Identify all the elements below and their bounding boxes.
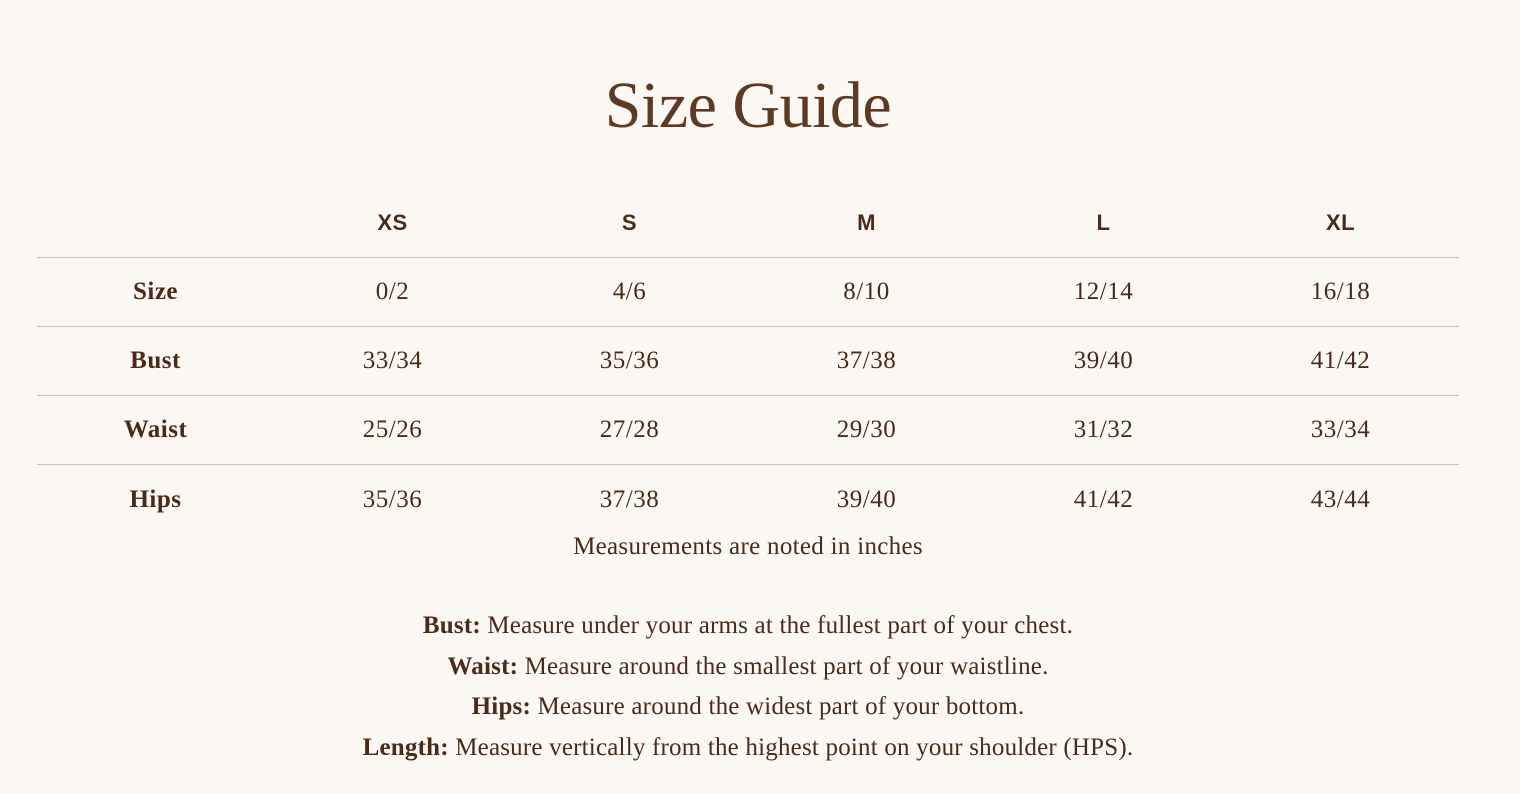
measurement-instructions [0,606,1496,769]
column-header-xl: XL [1325,209,1356,235]
instruction-length [0,728,1496,769]
table-cell: 37/38 [599,485,660,513]
table-cell: 35/36 [362,485,423,513]
table-cell: 39/40 [1073,347,1134,374]
table-cell: 12/14 [1073,278,1134,305]
table-row-waist [37,396,1459,465]
table-cell: 25/26 [362,416,423,443]
column-header-xs: XS [377,209,408,235]
column-header-s: S [621,209,638,235]
table-row-size [37,258,1459,327]
instruction-text: Measure vertically from the highest point on your shoulder (HPS). [448,734,1134,762]
size-table [37,188,1459,534]
units-note: Measurements are noted in inches [573,533,923,560]
instruction-hips [0,687,1496,728]
table-row-hips [37,465,1459,534]
table-cell: 29/30 [836,416,897,443]
table-cell: 39/40 [836,485,897,513]
row-label: Waist [123,416,188,443]
instruction-term: Hips: [471,693,532,721]
column-header-l: L [1096,209,1111,235]
table-cell: 33/34 [362,347,423,374]
table-cell: 41/42 [1073,485,1134,513]
table-cell: 37/38 [836,347,897,374]
instruction-term: Waist: [447,652,519,680]
table-cell: 33/34 [1310,416,1371,443]
table-cell: 16/18 [1310,278,1371,305]
row-label: Bust [130,347,181,374]
table-cell: 8/10 [843,278,890,305]
table-cell: 35/36 [599,347,660,374]
instruction-text: Measure around the widest part of your bottom. [531,693,1025,721]
instruction-waist [0,647,1496,688]
table-cell: 4/6 [612,278,647,305]
table-cell: 43/44 [1310,485,1371,513]
instruction-text: Measure around the smallest part of your waistline. [518,652,1049,680]
table-cell: 31/32 [1073,416,1134,443]
instruction-bust [0,606,1496,647]
page-title: Size Guide [604,69,892,142]
table-cell: 27/28 [599,416,660,443]
table-cell: 41/42 [1310,347,1371,374]
instruction-text: Measure under your arms at the fullest part of your chest. [480,612,1074,639]
row-label: Size [132,278,179,305]
instruction-term: Bust: [422,612,481,639]
instruction-term: Length: [362,734,449,762]
table-header-row [37,188,1459,258]
table-cell: 0/2 [375,278,410,305]
row-label: Hips [129,485,182,513]
table-row-bust [37,327,1459,396]
column-header-m: M [857,209,876,235]
